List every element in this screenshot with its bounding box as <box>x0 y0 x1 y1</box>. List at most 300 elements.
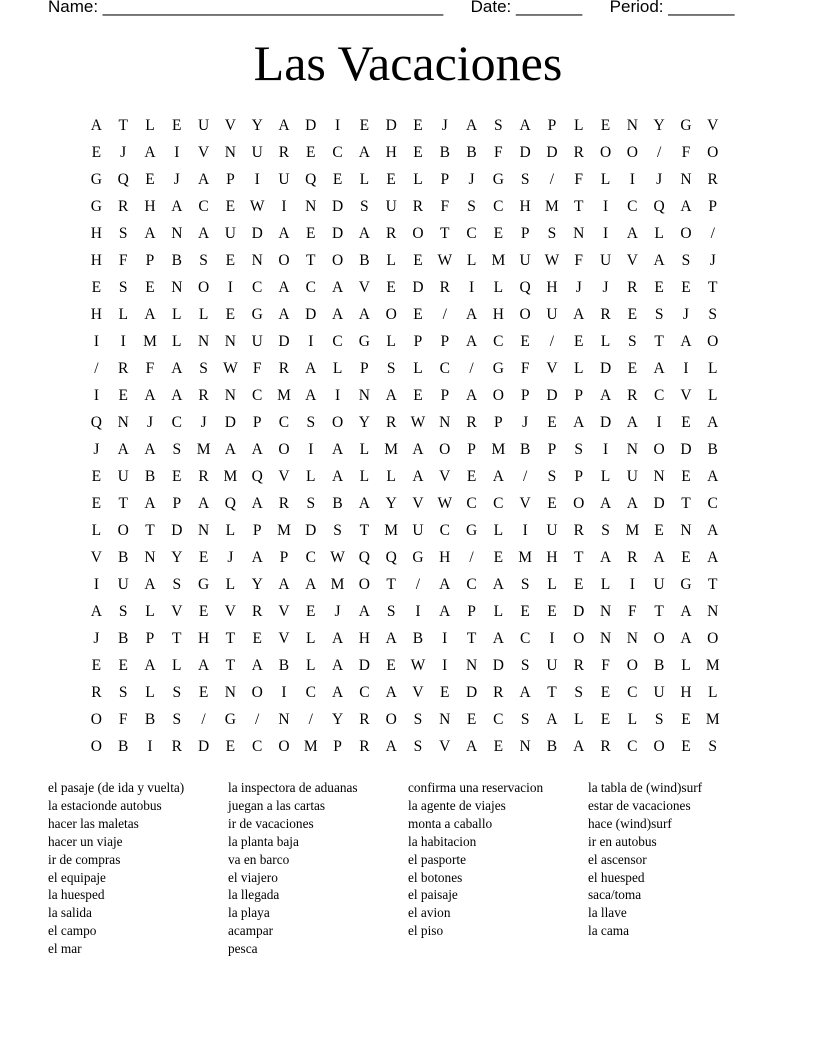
grid-letter: P <box>574 467 584 485</box>
grid-letter: A <box>144 656 156 674</box>
grid-letter: E <box>681 710 691 728</box>
grid-letter: B <box>171 251 182 269</box>
grid-letter: R <box>627 386 638 404</box>
word-bank-item: el piso <box>408 923 444 939</box>
grid-letter: E <box>681 278 691 296</box>
grid-letter: D <box>519 143 531 161</box>
grid-letter: E <box>681 548 691 566</box>
grid-letter: N <box>653 467 665 485</box>
grid-letter: E <box>198 548 209 566</box>
grid-letter: C <box>252 737 263 755</box>
grid-row <box>83 679 726 706</box>
grid-letter: F <box>628 602 637 620</box>
word-bank-item: la salida <box>48 905 92 921</box>
grid-letter: G <box>197 575 210 593</box>
word-bank-item: la llegada <box>228 887 280 903</box>
word-bank-column <box>588 779 768 958</box>
grid-letter: S <box>172 440 182 458</box>
grid-letter: D <box>305 521 317 539</box>
grid-letter: I <box>602 197 609 215</box>
grid-letter: H <box>385 143 397 161</box>
grid-letter: S <box>520 656 530 674</box>
grid-letter: C <box>359 683 370 701</box>
word-bank-item: pesca <box>228 941 258 957</box>
grid-letter: C <box>466 575 477 593</box>
grid-letter: I <box>468 278 475 296</box>
word-bank-item: el equipaje <box>48 869 106 885</box>
grid-letter: I <box>334 116 341 134</box>
grid-letter: T <box>145 521 155 539</box>
grid-letter: S <box>467 197 476 215</box>
grid-letter: I <box>93 575 99 593</box>
grid-letter: T <box>654 332 664 350</box>
grid-letter: B <box>144 467 156 485</box>
grid-letter: O <box>251 683 263 701</box>
grid-letter: W <box>544 251 560 269</box>
grid-letter: C <box>493 197 504 215</box>
word-bank-item: ir de vacaciones <box>228 815 314 831</box>
grid-letter: P <box>360 359 369 377</box>
grid-letter: E <box>413 143 423 161</box>
word-bank-item: el pasaje (de ida y vuelta) <box>48 780 185 795</box>
grid-letter: C <box>627 197 638 215</box>
grid-letter: Q <box>224 494 236 512</box>
grid-letter: E <box>547 413 557 431</box>
grid-letter: A <box>197 170 210 188</box>
grid-letter: M <box>330 575 345 593</box>
grid-letter: A <box>278 116 290 134</box>
grid-letter: F <box>494 143 503 161</box>
grid-letter: A <box>626 494 638 512</box>
grid-letter: E <box>627 359 638 377</box>
grid-letter: P <box>547 440 557 458</box>
grid-letter: E <box>386 656 396 674</box>
grid-letter: E <box>627 305 638 323</box>
grid-letter: E <box>440 683 450 701</box>
grid-letter: D <box>492 656 504 674</box>
grid-letter: N <box>680 521 692 539</box>
grid-letter: R <box>600 305 611 323</box>
grid-letter: L <box>574 710 584 728</box>
grid-letter: O <box>278 251 290 269</box>
grid-letter: M <box>303 737 318 755</box>
grid-letter: P <box>252 521 262 539</box>
grid-letter: E <box>145 278 155 296</box>
grid-letter: P <box>145 251 155 269</box>
grid-letter: P <box>333 737 342 755</box>
grid-letter: T <box>172 629 182 647</box>
grid-letter: A <box>573 305 585 323</box>
word-bank-item: acampar <box>228 923 274 939</box>
word-bank-column <box>228 779 408 958</box>
grid-letter: E <box>172 116 182 134</box>
word-bank-item: el botones <box>408 869 463 885</box>
grid-letter: D <box>224 413 236 431</box>
grid-letter: G <box>680 116 692 134</box>
grid-letter: R <box>707 170 718 188</box>
grid-letter: E <box>118 656 128 674</box>
grid-letter: E <box>600 683 611 701</box>
grid-letter: V <box>439 737 451 755</box>
grid-letter: R <box>359 737 370 755</box>
grid-letter: A <box>492 467 504 485</box>
grid-letter: D <box>331 224 344 242</box>
grid-letter: R <box>278 143 290 161</box>
grid-letter: A <box>385 737 397 755</box>
grid-letter: N <box>358 386 370 404</box>
grid-letter: L <box>225 521 236 539</box>
grid-letter: S <box>681 251 691 269</box>
grid-letter: L <box>145 116 155 134</box>
grid-letter: I <box>415 602 421 620</box>
grid-letter: C <box>332 143 343 161</box>
grid-letter: Y <box>171 548 183 566</box>
word-bank-item: el mar <box>48 941 82 957</box>
grid-letter: J <box>656 170 663 188</box>
grid-letter: A <box>171 197 183 215</box>
grid-letter: F <box>574 170 584 188</box>
grid-letter: E <box>466 467 477 485</box>
grid-letter: G <box>492 170 504 188</box>
grid-letter: L <box>681 656 691 674</box>
grid-letter: P <box>226 170 235 188</box>
grid-letter: R <box>600 737 611 755</box>
grid-letter: L <box>198 305 209 323</box>
grid-letter: E <box>386 170 396 188</box>
word-bank-item: el avion <box>408 905 451 921</box>
grid-letter: O <box>90 710 102 728</box>
grid-letter: A <box>680 197 692 215</box>
grid-letter: C <box>305 278 316 296</box>
word-bank-item: ir en autobus <box>588 833 657 849</box>
grid-letter: A <box>251 494 263 512</box>
grid-letter: B <box>412 629 424 647</box>
grid-letter: E <box>91 494 102 512</box>
grid-letter: C <box>707 494 718 512</box>
grid-letter: V <box>546 359 558 377</box>
grid-letter: R <box>118 359 129 377</box>
grid-letter: E <box>91 467 102 485</box>
word-bank-item: la inspectora de aduanas <box>228 780 358 795</box>
grid-letter: R <box>627 278 638 296</box>
grid-letter: G <box>358 332 370 350</box>
grid-letter: R <box>198 386 209 404</box>
word-bank-item: ir de compras <box>48 851 121 867</box>
grid-letter: A <box>653 359 665 377</box>
grid-letter: N <box>626 440 638 458</box>
grid-letter: L <box>547 575 557 593</box>
grid-letter: C <box>627 737 638 755</box>
grid-letter: R <box>359 710 370 728</box>
grid-letter: U <box>653 575 665 593</box>
grid-letter: L <box>386 251 396 269</box>
grid-letter: N <box>171 278 183 296</box>
grid-letter: N <box>439 710 451 728</box>
grid-letter: E <box>413 305 423 323</box>
grid-letter: M <box>223 467 238 485</box>
grid-letter: O <box>680 224 692 242</box>
grid-letter: S <box>172 575 182 593</box>
word-bank-item: la planta baja <box>228 833 299 849</box>
grid-letter: T <box>118 494 128 512</box>
grid-letter: P <box>520 386 530 404</box>
grid-letter: N <box>626 116 638 134</box>
grid-letter: L <box>574 359 584 377</box>
grid-letter: J <box>173 170 180 188</box>
grid-letter: U <box>546 521 558 539</box>
grid-letter: O <box>331 251 344 269</box>
grid-letter: S <box>386 602 396 620</box>
grid-letter: I <box>442 629 448 647</box>
grid-letter: N <box>680 170 692 188</box>
grid-letter: D <box>197 737 210 755</box>
grid-letter: T <box>654 602 664 620</box>
grid-letter: R <box>278 494 290 512</box>
grid-letter: S <box>654 710 664 728</box>
grid-letter: O <box>653 440 665 458</box>
grid-letter: Q <box>385 548 397 566</box>
grid-letter: A <box>144 494 156 512</box>
grid-letter: A <box>626 224 638 242</box>
grid-letter: G <box>90 197 102 215</box>
grid-letter: L <box>386 332 396 350</box>
grid-letter: N <box>171 224 183 242</box>
grid-letter: N <box>519 737 531 755</box>
grid-letter: M <box>625 521 640 539</box>
grid-letter: C <box>198 197 209 215</box>
grid-letter: A <box>599 548 612 566</box>
grid-letter: T <box>306 251 316 269</box>
grid-letter: N <box>599 602 612 620</box>
grid-letter: J <box>120 143 127 161</box>
grid-letter: H <box>358 629 370 647</box>
grid-letter: S <box>520 710 530 728</box>
grid-letter: P <box>520 224 530 242</box>
grid-letter: Y <box>251 575 263 593</box>
grid-letter: U <box>412 521 424 539</box>
grid-letter: M <box>277 386 291 404</box>
grid-letter: N <box>117 413 129 431</box>
word-bank <box>48 779 768 958</box>
grid-letter: T <box>547 683 557 701</box>
grid-letter: C <box>627 683 638 701</box>
grid-letter: D <box>278 332 290 350</box>
grid-letter: A <box>331 278 344 296</box>
grid-letter: O <box>707 143 719 161</box>
grid-letter: H <box>546 548 558 566</box>
grid-letter: T <box>386 575 396 593</box>
grid-letter: E <box>198 683 209 701</box>
grid-letter: L <box>359 170 370 188</box>
grid-letter: / <box>522 467 528 485</box>
grid-letter: H <box>90 251 102 269</box>
grid-row <box>83 625 726 652</box>
grid-letter: A <box>331 683 344 701</box>
grid-letter: D <box>546 143 558 161</box>
grid-letter: / <box>469 359 474 377</box>
grid-letter: E <box>91 143 102 161</box>
grid-letter: M <box>143 332 157 350</box>
grid-letter: G <box>492 359 504 377</box>
grid-letter: M <box>384 440 399 458</box>
grid-letter: U <box>117 575 129 593</box>
grid-letter: C <box>439 359 450 377</box>
grid-letter: B <box>466 143 477 161</box>
grid-letter: S <box>360 197 369 215</box>
grid-letter: I <box>281 683 287 701</box>
grid-row <box>83 193 726 220</box>
grid-letter: U <box>653 683 665 701</box>
grid-letter: E <box>493 224 504 242</box>
grid-letter: B <box>278 656 290 674</box>
grid-letter: A <box>465 305 478 323</box>
grid-letter: / <box>549 332 555 350</box>
grid-letter: / <box>94 359 99 377</box>
grid-letter: U <box>546 305 558 323</box>
grid-letter: B <box>519 440 531 458</box>
grid-letter: V <box>412 494 424 512</box>
grid-letter: J <box>334 602 341 620</box>
grid-letter: N <box>224 386 236 404</box>
grid-letter: M <box>491 251 506 269</box>
grid-letter: H <box>680 683 692 701</box>
grid-letter: J <box>522 413 529 431</box>
grid-letter: N <box>626 629 638 647</box>
grid-letter: A <box>251 548 263 566</box>
grid-letter: A <box>573 737 585 755</box>
grid-letter: G <box>90 170 102 188</box>
word-search-grid <box>83 112 726 760</box>
grid-letter: E <box>91 278 102 296</box>
grid-letter: G <box>465 521 478 539</box>
word-bank-item: el huesped <box>588 869 645 885</box>
grid-letter: C <box>466 494 477 512</box>
grid-letter: O <box>492 386 504 404</box>
name-field-label: Name: ____________________________________ <box>48 0 444 16</box>
grid-letter: N <box>251 251 263 269</box>
grid-letter: P <box>440 332 450 350</box>
grid-letter: N <box>197 332 210 350</box>
grid-row <box>83 652 726 679</box>
grid-letter: L <box>574 116 584 134</box>
grid-letter: A <box>144 305 156 323</box>
grid-letter: Q <box>519 278 531 296</box>
grid-letter: O <box>653 629 665 647</box>
grid-letter: R <box>573 143 584 161</box>
grid-letter: D <box>573 602 585 620</box>
grid-row <box>83 220 726 247</box>
grid-letter: U <box>599 251 612 269</box>
grid-letter: I <box>602 224 609 242</box>
word-bank-item: confirma una reservacion <box>408 780 544 795</box>
grid-letter: S <box>386 359 396 377</box>
word-bank-item: el paisaje <box>408 887 458 903</box>
grid-row <box>83 598 726 625</box>
grid-letter: U <box>117 467 129 485</box>
grid-letter: P <box>547 116 557 134</box>
grid-letter: E <box>520 602 530 620</box>
grid-letter: E <box>332 170 343 188</box>
grid-letter: B <box>118 737 129 755</box>
grid-letter: A <box>439 602 451 620</box>
grid-letter: R <box>573 656 584 674</box>
grid-letter: L <box>306 656 316 674</box>
grid-letter: A <box>305 575 317 593</box>
grid-letter: P <box>413 332 423 350</box>
grid-letter: C <box>171 413 182 431</box>
grid-letter: E <box>681 413 691 431</box>
grid-letter: P <box>440 386 450 404</box>
grid-letter: Y <box>358 413 370 431</box>
grid-letter: N <box>707 602 719 620</box>
grid-letter: U <box>519 251 531 269</box>
grid-letter: N <box>197 521 210 539</box>
grid-letter: E <box>520 332 530 350</box>
grid-letter: B <box>144 710 156 728</box>
grid-letter: O <box>358 575 370 593</box>
word-bank-item: la cama <box>588 923 629 939</box>
grid-letter: A <box>385 683 397 701</box>
grid-letter: T <box>225 656 236 674</box>
grid-letter: F <box>145 359 155 377</box>
grid-letter: S <box>199 251 208 269</box>
grid-letter: Y <box>251 116 263 134</box>
grid-letter: A <box>305 386 317 404</box>
word-bank-item: va en barco <box>228 851 290 867</box>
grid-letter: L <box>654 224 664 242</box>
grid-letter: A <box>278 305 290 323</box>
grid-letter: E <box>681 467 691 485</box>
grid-letter: Y <box>385 494 397 512</box>
grid-letter: A <box>573 413 585 431</box>
grid-letter: E <box>359 116 370 134</box>
grid-letter: S <box>306 494 316 512</box>
grid-letter: H <box>439 548 451 566</box>
grid-letter: E <box>413 386 423 404</box>
grid-letter: V <box>278 629 290 647</box>
grid-letter: I <box>522 521 528 539</box>
grid-letter: / <box>656 143 662 161</box>
grid-letter: A <box>680 629 692 647</box>
grid-letter: M <box>518 548 533 566</box>
grid-letter: R <box>466 413 477 431</box>
grid-letter: D <box>385 116 397 134</box>
grid-letter: A <box>707 521 719 539</box>
grid-letter: R <box>198 467 209 485</box>
grid-letter: A <box>144 224 156 242</box>
grid-letter: S <box>708 737 718 755</box>
grid-letter: V <box>412 683 424 701</box>
grid-letter: O <box>117 521 129 539</box>
grid-letter: A <box>171 386 183 404</box>
grid-letter: A <box>251 656 263 674</box>
word-bank-item: juegan a las cartas <box>228 797 326 813</box>
grid-letter: A <box>707 413 719 431</box>
grid-letter: S <box>654 305 664 323</box>
grid-letter: D <box>680 440 692 458</box>
grid-letter: I <box>656 413 662 431</box>
grid-letter: L <box>91 521 102 539</box>
grid-letter: L <box>359 467 370 485</box>
grid-letter: F <box>601 656 610 674</box>
word-bank-item: el campo <box>48 923 97 939</box>
word-bank-item: hacer un viaje <box>48 833 123 849</box>
grid-letter: N <box>305 197 317 215</box>
grid-row <box>83 544 726 571</box>
grid-letter: A <box>305 359 317 377</box>
word-bank-item: la playa <box>228 905 270 921</box>
grid-letter: F <box>118 251 128 269</box>
